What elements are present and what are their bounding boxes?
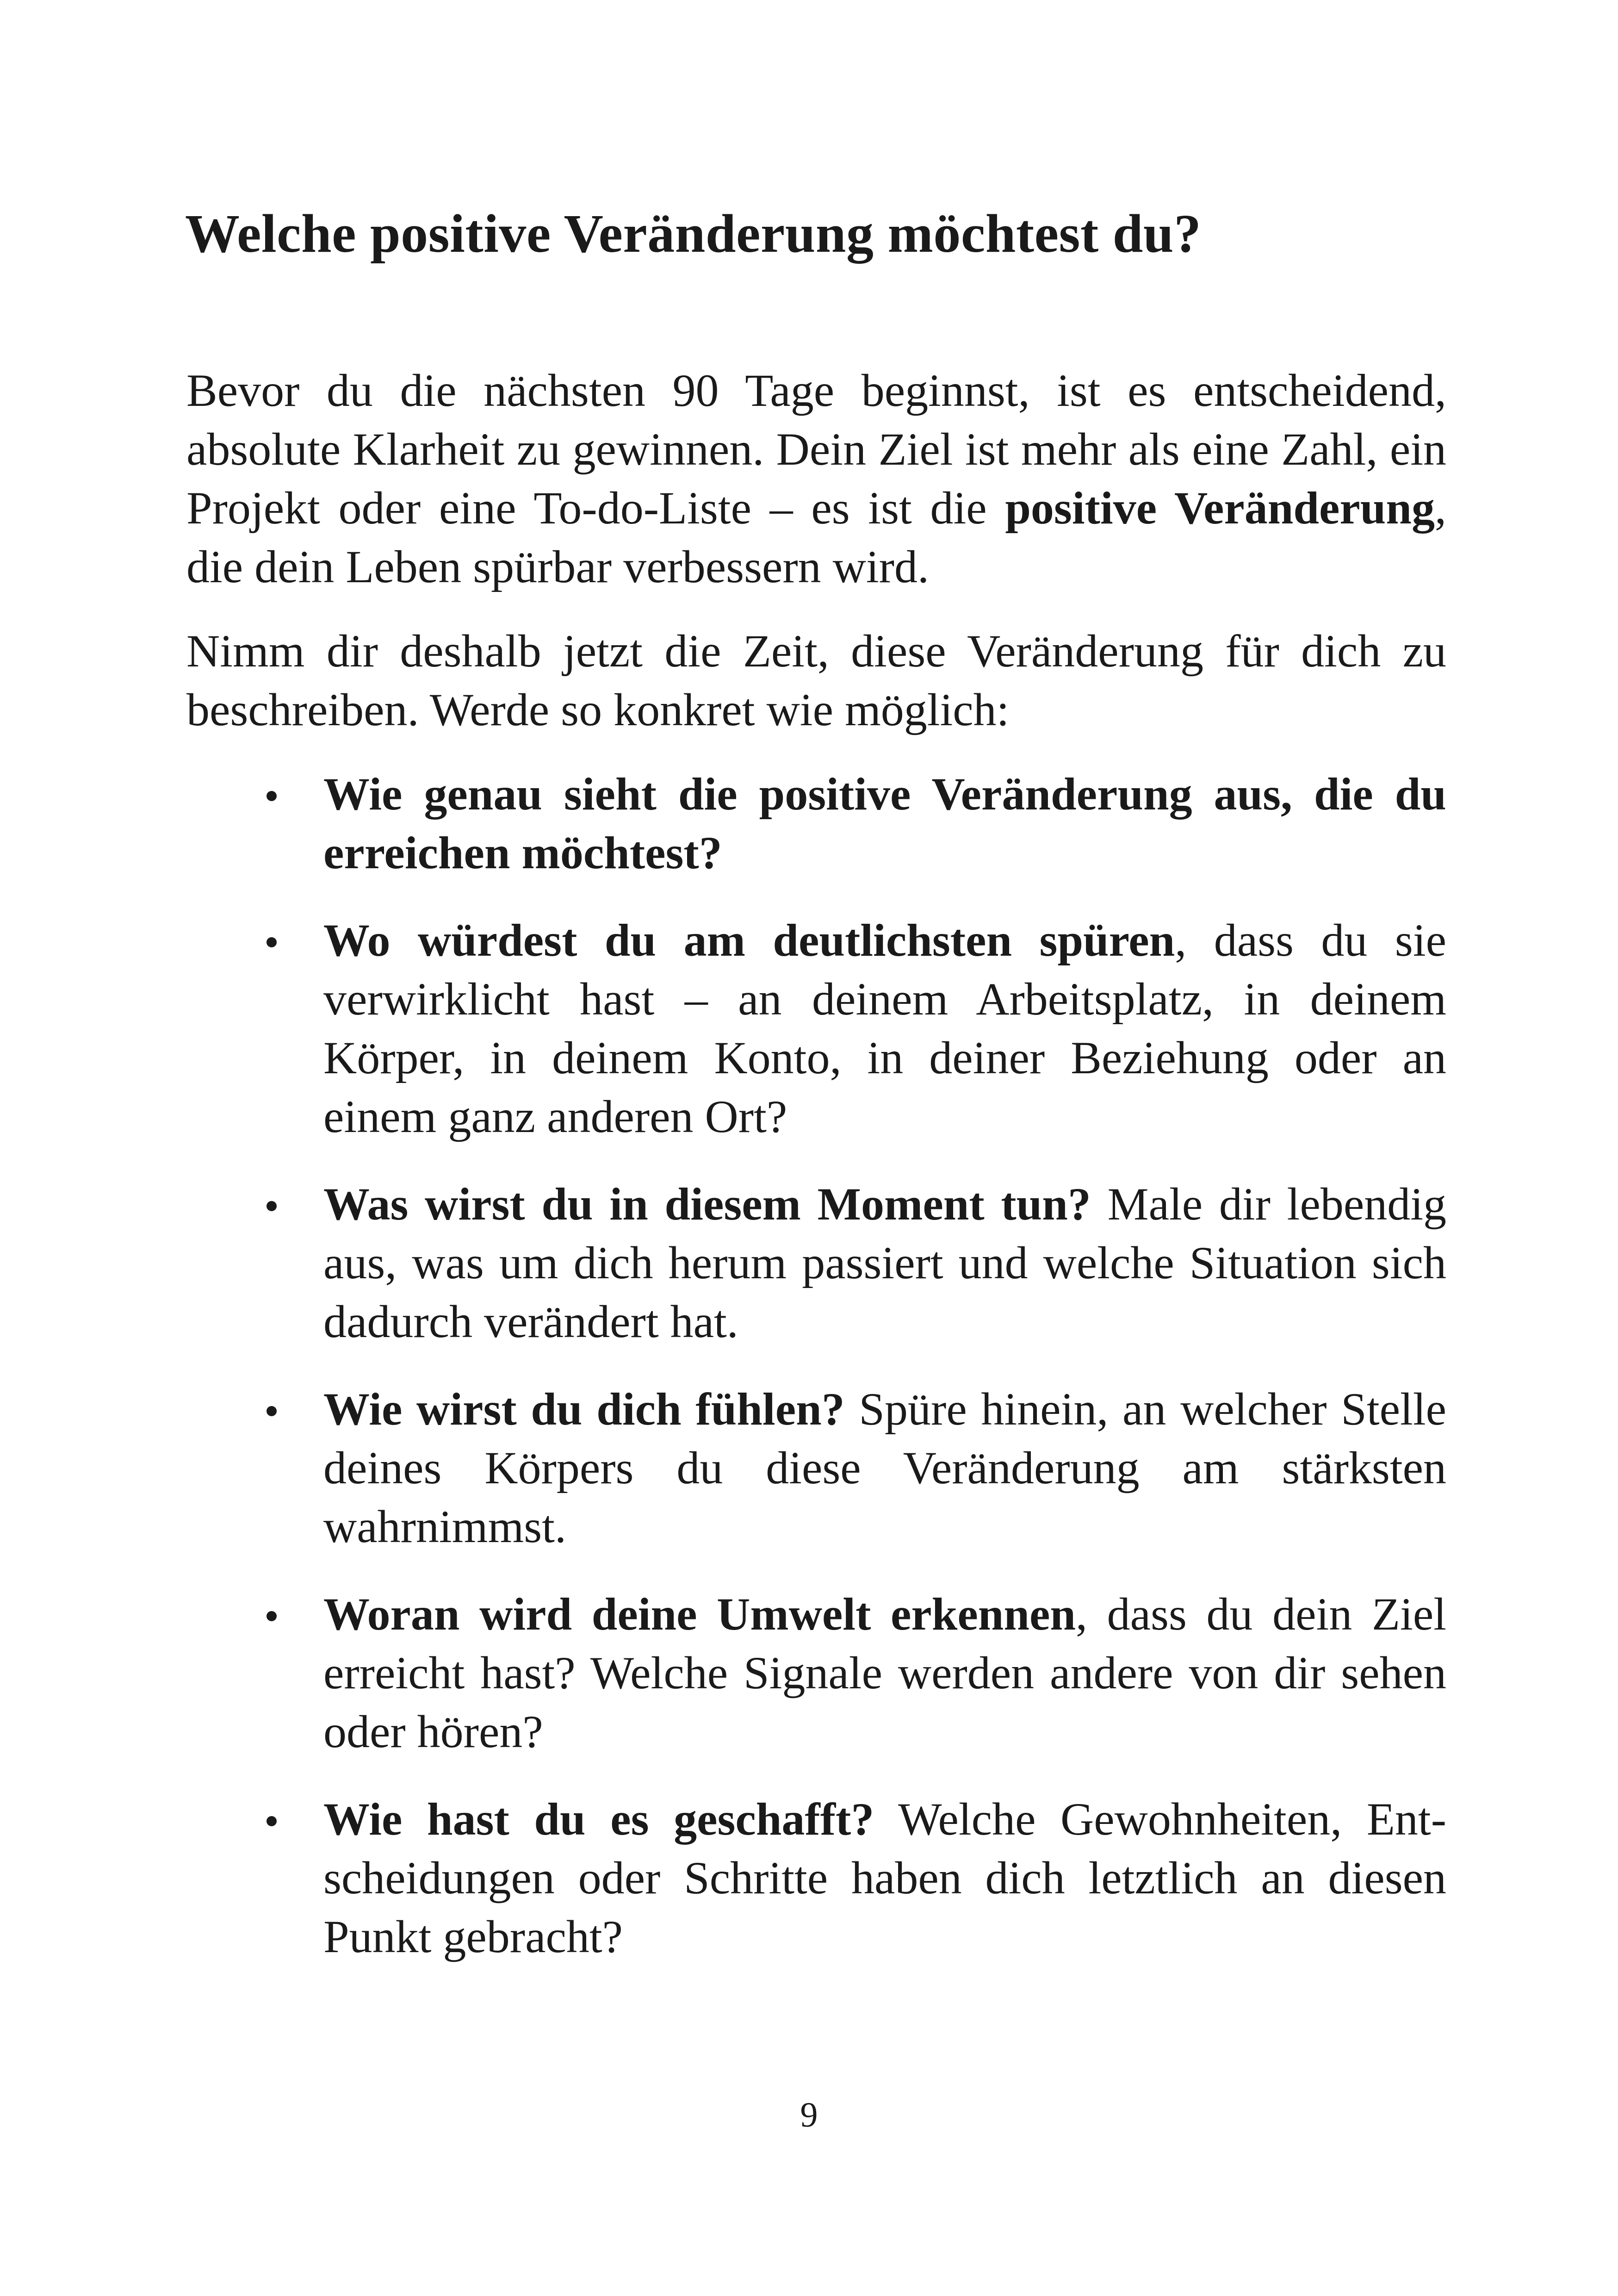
list-item <box>186 1790 1446 1966</box>
bullet-icon <box>253 1585 290 1643</box>
list-item-bold: Woran wird deine Umwelt erkennen <box>323 1588 1076 1640</box>
body-text <box>186 361 1446 1995</box>
intro-p1-text-a: Bevor du die nächsten 90 Tage beginnst, ist es entscheidend, absolute Klarheit zu gewinnen. Dein Ziel ist mehr als eine Zahl, ein Projekt oder eine To-do-Liste – es ist die <box>186 365 1446 534</box>
list-item-text: Welche Gewohnheiten, Entscheidungen oder Schritte haben dich letztlich an diesen Punkt gebracht? <box>323 1793 1446 1962</box>
list-item <box>186 1175 1446 1351</box>
page-number: 9 <box>800 2096 818 2134</box>
intro-p1-bold: positive Veränderung <box>1005 482 1435 534</box>
list-item <box>186 911 1446 1146</box>
list-item-bold: Wie wirst du dich fühlen? <box>323 1383 845 1435</box>
bullet-icon <box>253 911 290 970</box>
bullet-icon <box>253 1380 290 1438</box>
list-item-text: , dass du dein Ziel erreicht hast? Welche Signale werden andere von dir sehen oder hören? <box>323 1588 1447 1757</box>
list-item-bold: Wie genau sieht die positive Veränderung aus, die du erreichen möchtest? <box>323 768 1446 878</box>
bullet-icon <box>253 765 290 823</box>
intro-paragraph-2: Nimm dir deshalb jetzt die Zeit, diese Veränderung für dich zu beschreiben. Werde so konkret wie möglich: <box>186 625 1446 735</box>
intro-p1-text-c: , die dein Leben spürbar verbessern wird. <box>186 482 1447 592</box>
bullet-icon <box>253 1175 290 1233</box>
list-item-text: Male dir lebendig aus, was um dich herum passiert und welche Situation sich dadurch verändert hat. <box>323 1178 1447 1347</box>
list-item-bold: Wie hast du es geschafft? <box>323 1793 874 1845</box>
bullet-icon <box>253 1790 290 1848</box>
list-item-bold: Was wirst du in diesem Moment tun? <box>323 1178 1091 1230</box>
question-list <box>186 765 1446 1966</box>
intro-paragraph-1 <box>186 361 1446 596</box>
list-item <box>186 765 1446 882</box>
page-heading: Welche positive Veränderung möchtest du? <box>185 203 1202 264</box>
list-item <box>186 1585 1446 1761</box>
list-item <box>186 1380 1446 1556</box>
list-item-text: Spüre hinein, an welcher Stelle deines Körpers du diese Veränderung am stärksten wahrnimmst. <box>323 1383 1447 1552</box>
list-item-text: , dass du sie verwirklicht hast – an deinem Arbeitsplatz, in deinem Körper, in deinem Konto, in deiner Beziehung oder an einem ganz anderen Ort? <box>323 915 1446 1142</box>
list-item-bold: Wo würdest du am deutlichsten spüren <box>323 915 1175 966</box>
